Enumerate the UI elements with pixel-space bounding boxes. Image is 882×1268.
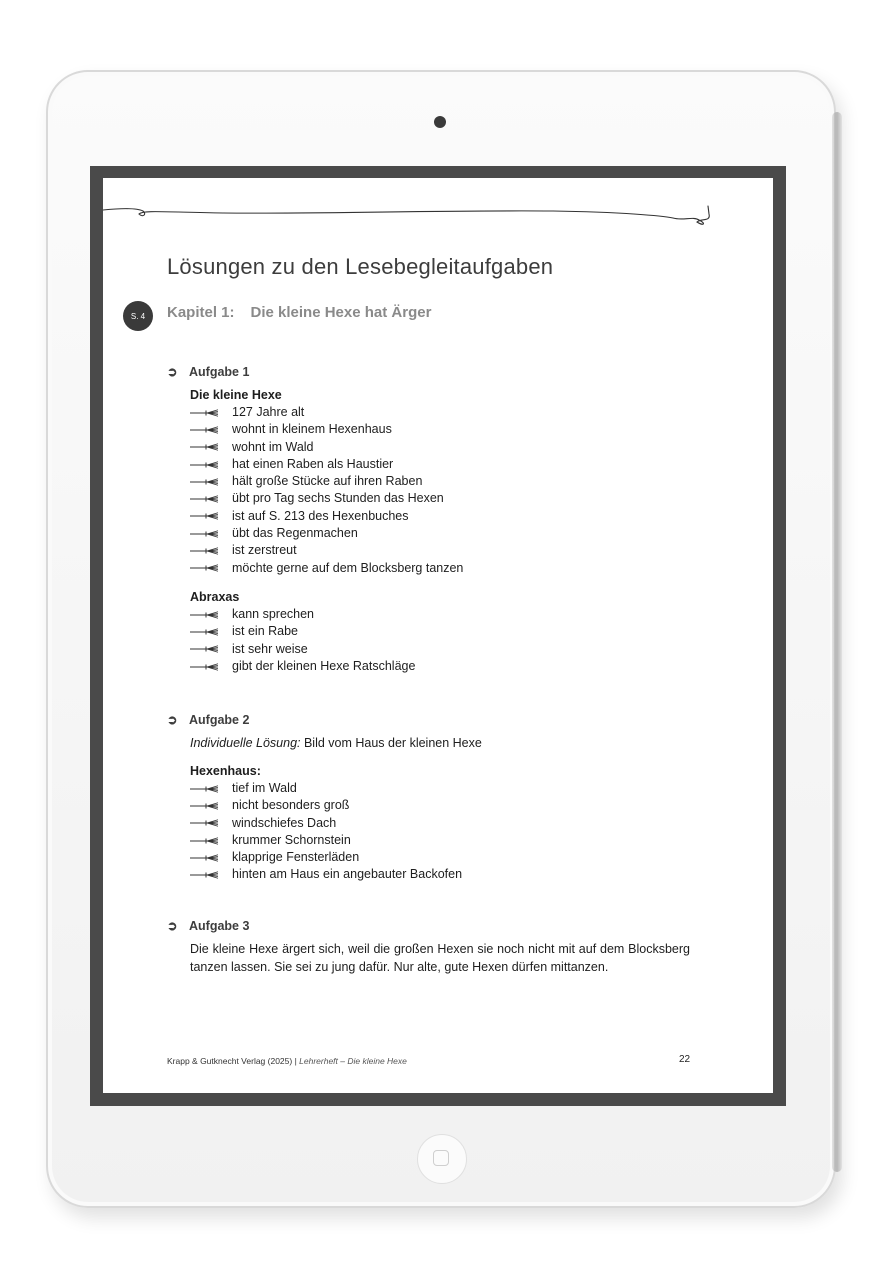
broom-icon <box>190 785 232 793</box>
list-item <box>190 797 462 814</box>
list-item <box>190 421 463 438</box>
list-item-text: 127 Jahre alt <box>232 405 305 419</box>
list-item-text: ist zerstreut <box>232 543 297 558</box>
broom-icon <box>190 663 232 671</box>
task1-group-hexe <box>190 387 463 577</box>
home-square-icon <box>433 1150 449 1166</box>
task-label: Aufgabe 3 <box>189 919 250 933</box>
list-item-text: gibt der kleinen Hexe Ratschläge <box>232 658 416 673</box>
broom-icon <box>190 819 232 827</box>
document-page <box>103 178 773 1093</box>
broom-list <box>190 780 462 884</box>
arrow-bullet-icon: ➲ <box>167 919 178 933</box>
group-heading: Abraxas <box>190 590 240 604</box>
footer-credit <box>167 1056 407 1066</box>
task-heading-2 <box>167 712 249 727</box>
task-label: Aufgabe 1 <box>189 365 250 379</box>
list-item-text: tief im Wald <box>232 781 297 795</box>
list-item <box>190 542 463 559</box>
list-item <box>190 525 463 542</box>
list-item-text: hat einen Raben als Haustier <box>232 456 394 471</box>
arrow-bullet-icon: ➲ <box>167 713 178 727</box>
home-button[interactable] <box>417 1134 467 1184</box>
list-item <box>190 606 415 623</box>
broom-list <box>190 606 415 675</box>
decorative-line-icon <box>103 196 773 236</box>
chapter-heading <box>167 304 431 321</box>
list-item-text: wohnt in kleinem Hexenhaus <box>232 422 392 437</box>
list-item-text: hinten am Haus ein angebauter Backofen <box>232 867 463 882</box>
broom-icon <box>190 495 232 503</box>
list-item-text: nicht besonders groß <box>232 798 350 813</box>
broom-icon <box>190 443 232 451</box>
page-title: Lösungen zu den Lesebegleitaufgaben <box>167 254 554 279</box>
tablet-edge <box>832 112 842 1172</box>
list-item-text: ist ein Rabe <box>232 624 299 639</box>
broom-icon <box>190 530 232 538</box>
list-item <box>190 866 462 883</box>
broom-icon <box>190 628 232 636</box>
broom-list <box>190 404 463 577</box>
list-item-text: krummer Schornstein <box>232 832 351 847</box>
task2-group-hexenhaus <box>190 763 462 884</box>
task1-group-abraxas <box>190 589 415 675</box>
footer-product: Lehrerheft – <box>299 1056 348 1066</box>
list-item-text: übt pro Tag sechs Stunden das Hexen <box>232 491 444 506</box>
broom-icon <box>190 854 232 862</box>
broom-icon <box>190 426 232 434</box>
list-item <box>190 780 462 797</box>
broom-icon <box>190 871 232 879</box>
broom-icon <box>190 564 232 572</box>
list-item-text: ist sehr weise <box>232 641 308 656</box>
list-item-text: übt das Regenmachen <box>232 526 358 541</box>
footer-product-title: Die kleine Hexe <box>347 1056 407 1066</box>
broom-icon <box>190 802 232 810</box>
broom-icon <box>190 512 232 520</box>
list-item <box>190 623 415 640</box>
task-heading-3 <box>167 918 249 933</box>
list-item <box>190 849 462 866</box>
chapter-label: Kapitel 1: <box>167 304 235 321</box>
list-item <box>190 658 415 675</box>
task3-text: Die kleine Hexe ärgert sich, weil die großen Hexen sie noch nicht mit auf dem Blocksberg tanzen lassen. Sie sei zu jung dafür. Nur alte, gute Hexen dürfen mittanzen. <box>190 942 690 974</box>
list-item-text: kann sprechen <box>232 607 315 621</box>
task2-intro <box>190 736 482 750</box>
broom-icon <box>190 837 232 845</box>
list-item <box>190 490 463 507</box>
list-item-text: windschiefes Dach <box>232 815 337 830</box>
list-item <box>190 832 462 849</box>
arrow-bullet-icon: ➲ <box>167 365 178 379</box>
list-item <box>190 815 462 832</box>
group-heading: Die kleine Hexe <box>190 388 282 402</box>
list-item <box>190 560 463 577</box>
list-item <box>190 473 463 490</box>
broom-icon <box>190 611 232 619</box>
group-heading: Hexenhaus: <box>190 764 261 778</box>
page-number: 22 <box>679 1054 691 1065</box>
list-item-text: ist auf S. 213 des Hexenbuches <box>232 508 409 523</box>
broom-icon <box>190 645 232 653</box>
page-ref-badge: S. 4 <box>123 301 153 331</box>
list-item <box>190 439 463 456</box>
list-item <box>190 456 463 473</box>
list-item-text: möchte gerne auf dem Blocksberg tanzen <box>232 560 464 575</box>
list-item <box>190 404 463 421</box>
list-item-text: hält große Stücke auf ihren Raben <box>232 474 423 489</box>
broom-icon <box>190 478 232 486</box>
camera-icon <box>434 116 446 128</box>
list-item-text: wohnt im Wald <box>232 439 314 454</box>
intro-italic: Individuelle Lösung: <box>190 736 301 750</box>
list-item <box>190 641 415 658</box>
broom-icon <box>190 461 232 469</box>
list-item <box>190 508 463 525</box>
chapter-title: Die kleine Hexe hat Ärger <box>250 304 432 321</box>
list-item-text: klapprige Fensterläden <box>232 850 360 865</box>
broom-icon <box>190 409 232 417</box>
task-heading-1 <box>167 364 249 379</box>
intro-rest: Bild vom Haus der kleinen Hexe <box>300 736 482 750</box>
broom-icon <box>190 547 232 555</box>
task-label: Aufgabe 2 <box>189 713 250 727</box>
footer-publisher: Krapp & Gutknecht Verlag (2025) | <box>167 1056 300 1066</box>
